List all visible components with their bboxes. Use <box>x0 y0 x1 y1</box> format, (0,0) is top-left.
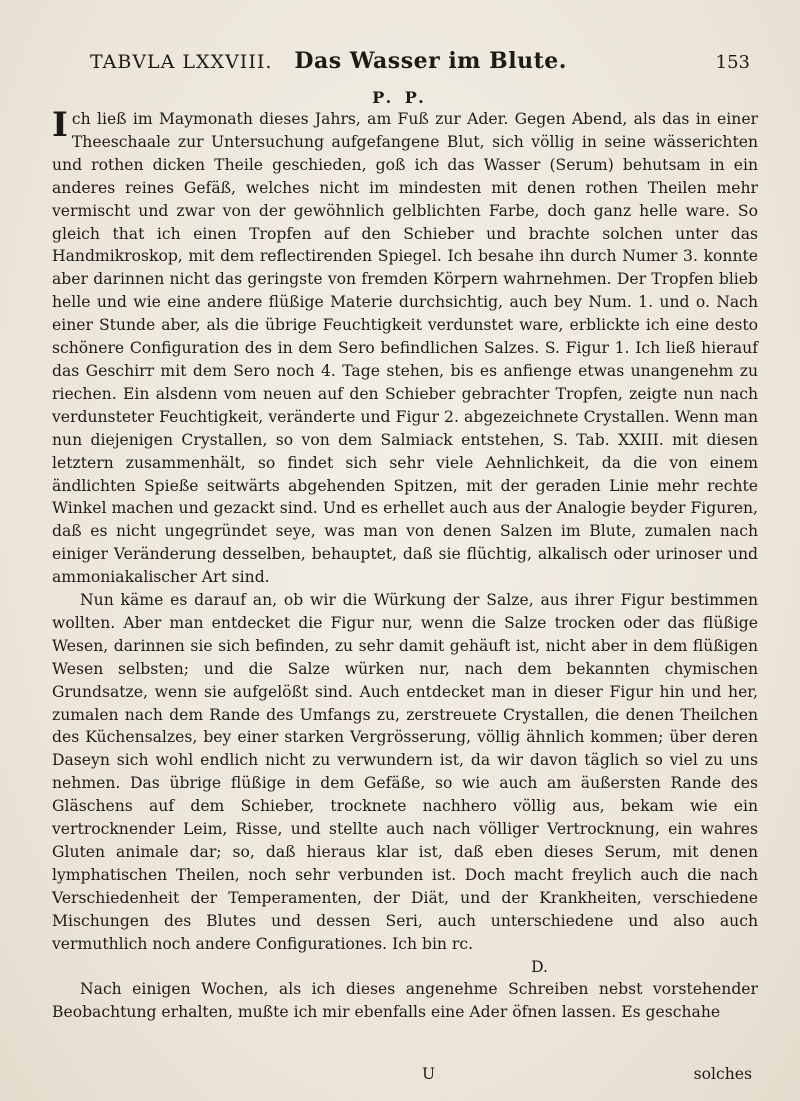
page-footer <box>52 1065 758 1089</box>
page-header <box>90 48 750 82</box>
paragraph-1 <box>52 105 758 589</box>
paragraph-3: Nach einigen Wochen, als ich dieses angenehme Schreiben nebst vorstehender Beobachtung erhalten, mußte ich mir ebenfalls eine Ader öfnen lassen. Es geschahe <box>52 980 758 1022</box>
running-title: Das Wasser im Blute. <box>294 48 567 74</box>
letter-salutation: P. P. <box>372 88 428 107</box>
gathering-signature: U <box>422 1065 436 1083</box>
drop-cap: I <box>52 105 68 145</box>
paragraph-2: Nun käme es darauf an, ob wir die Würkung der Salze, aus ihrer Figur bestimmen wollten. Aber man entdecket die Figur nur, wenn die Salze trocken oder das flüßige Wesen, darinnen sie sich befinden, zu sehr damit gehäuft ist, nicht aber in dem flüßigen Wesen selbsten; und die Salze würken nur, nach dem bekannten chymischen Grundsatze, wenn sie aufgelößt sind. Auch entdecket man in dieser Figur hin und her, zumalen nach dem Rande des Umfangs zu, zerstreuete Crystallen, die denen Theilchen des Küchensalzes, bey einer starken Vergrösserung, völlig ähnlich kommen; über deren Daseyn sich wohl endlich nicht zu verwundern ist, da wir davon täglich so viel zu uns nehmen. Das übrige flüßige in dem Gefäße, so wie auch am äußersten Rande des Gläschens auf dem Schieber, trocknete nachhero völlig aus, bekam wie ein vertrocknender Leim, Risse, und stellte auch nach völliger Vertrocknung, ein wahres Gluten animale dar; so, daß hieraus klar ist, daß eben dieses Serum, mit denen lymphatischen Theilen, noch sehr verbunden ist. Doch macht freylich auch die nach Verschiedenheit der Temperamenten, der Diät, und der Krankheiten, verschiedene Mischungen des Blutes und dessen Seri, auch unterschiedene und also auch vermuthlich noch andere Configurationes. Ich bin rc. <box>52 591 758 953</box>
page-number: 153 <box>715 52 750 73</box>
body-text <box>52 105 758 1024</box>
paragraph-1-text: ch ließ im Maymonath dieses Jahrs, am Fuß zur Ader. Gegen Abend, als das in einer Theeschaale zur Untersuchung aufgefangene Blut, sich völlig in seine wässerichten und rothen dicken Theile geschieden, goß ich das Wasser (Serum) behutsam in ein anderes reines Gefäß, welches nicht im mindesten mit denen rothen Theilen mehr vermischt und zwar von der gewöhnlich gelblichten Farbe, doch ganz helle ware. So gleich that ich einen Tropfen auf den Schieber und brachte solchen unter das Handmikroskop, mit dem reflectirenden Spiegel. Ich besahe ihn durch Numer 3. konnte aber darinnen nicht das geringste von fremden Körpern wahrnehmen. Der Tropfen blieb helle und wie eine andere flüßige Materie durchsichtig, auch bey Num. 1. und o. Nach einer Stunde aber, als die übrige Feuchtigkeit verdunstet ware, erblickte ich eine desto schönere Configuration des in dem Sero befindlichen Salzes. S. Figur 1. Ich ließ hierauf das Geschirr mit dem Sero noch 4. Tage stehen, bis es anfienge etwas unangenehm zu riechen. Ein alsdenn vom neuen auf den Schieber gebrachter Tropfen, zeigte nun nach verdunsteter Feuchtigkeit, veränderte und Figur 2. abgezeichnete Crystallen. Wenn man nun diejenigen Crystallen, so von dem Salmiack entstehen, S. Tab. XXIII. mit diesen letztern zusammenhält, so findet sich sehr viele Aehnlichkeit, da die von einem ändlichten Spieße seitwärts abgehenden Spitzen, mit der geraden Linie mehr rechte Winkel machen und gezackt sind. Und es erhellet auch aus der Analogie beyder Figuren, daß es nicht ungegründet seye, was man von denen Salzen im Blute, zumalen nach einiger Veränderung desselben, behauptet, daß sie flüchtig, alkalisch oder urinoser und ammoniakalischer Art sind. <box>52 110 758 587</box>
plate-reference: TABVLA LXXVIII. <box>90 51 273 73</box>
closing-signature: D. <box>531 957 548 976</box>
closing-line <box>52 956 758 979</box>
catchword: solches <box>693 1065 752 1083</box>
